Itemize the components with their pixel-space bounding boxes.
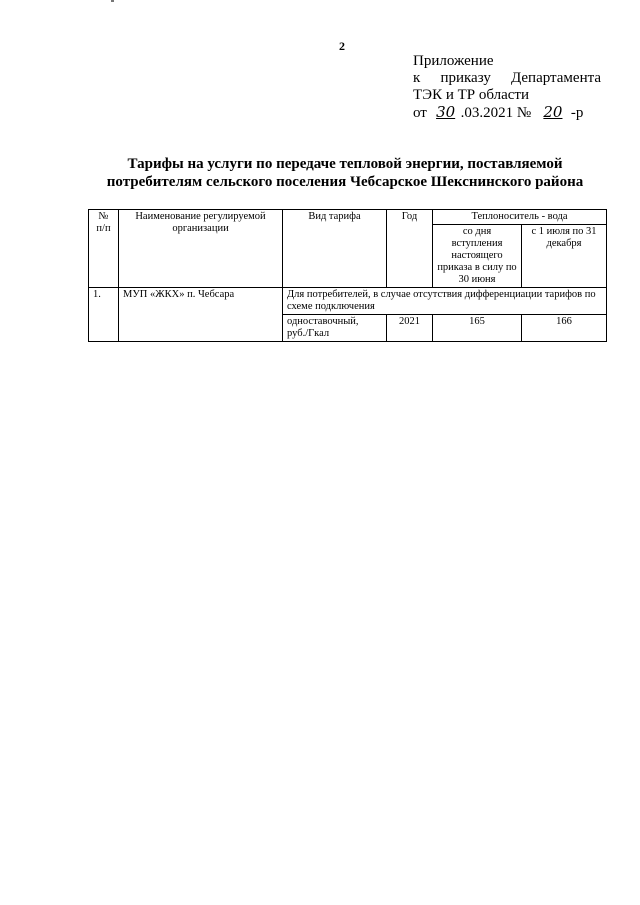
cell-value-2: 166 <box>522 315 607 342</box>
header-period-1: со дня вступления настоящего приказа в силу по 30 июня <box>433 225 522 288</box>
table-row <box>89 288 607 315</box>
appendix-department: ТЭК и ТР области <box>413 87 529 103</box>
handwritten-day: 30 <box>436 103 456 121</box>
header-num: № п/п <box>89 210 119 288</box>
header-year: Год <box>387 210 433 288</box>
cell-year: 2021 <box>387 315 433 342</box>
header-period-2: с 1 июля по 31 декабря <box>522 225 607 288</box>
header-type: Вид тарифа <box>283 210 387 288</box>
appendix-date-line <box>413 104 601 122</box>
cell-type: одноставочный, руб./Гкал <box>283 315 387 342</box>
cell-note: Для потребителей, в случае отсутствия дифференциации тарифов по схеме подключения <box>283 288 607 315</box>
title-line-2: потребителям сельского поселения Чебсарское Шекснинского района <box>106 174 584 190</box>
date-prefix: от <box>413 105 427 121</box>
appendix-header <box>413 53 601 122</box>
appendix-word: к <box>413 70 421 86</box>
scan-mark <box>111 0 114 2</box>
tariff-table <box>88 209 607 342</box>
appendix-order-ref <box>413 70 601 87</box>
date-rest: .03.2021 № <box>460 105 532 121</box>
appendix-word: Департамента <box>510 70 601 86</box>
cell-name: МУП «ЖКХ» п. Чебсара <box>119 288 283 342</box>
title-line-1: Тарифы на услуги по передаче тепловой энергии, поставляемой <box>127 156 563 172</box>
appendix-title: Приложение <box>413 53 494 69</box>
table-header-row <box>89 210 607 225</box>
page-number: 2 <box>339 39 345 53</box>
appendix-word: приказу <box>440 70 491 86</box>
document-title <box>80 155 610 191</box>
cell-num: 1. <box>89 288 119 342</box>
handwritten-order-number: 20 <box>543 103 563 121</box>
header-carrier: Теплоноситель - вода <box>433 210 607 225</box>
cell-value-1: 165 <box>433 315 522 342</box>
header-name: Наименование регулируемой организации <box>119 210 283 288</box>
order-suffix: -р <box>570 105 584 121</box>
